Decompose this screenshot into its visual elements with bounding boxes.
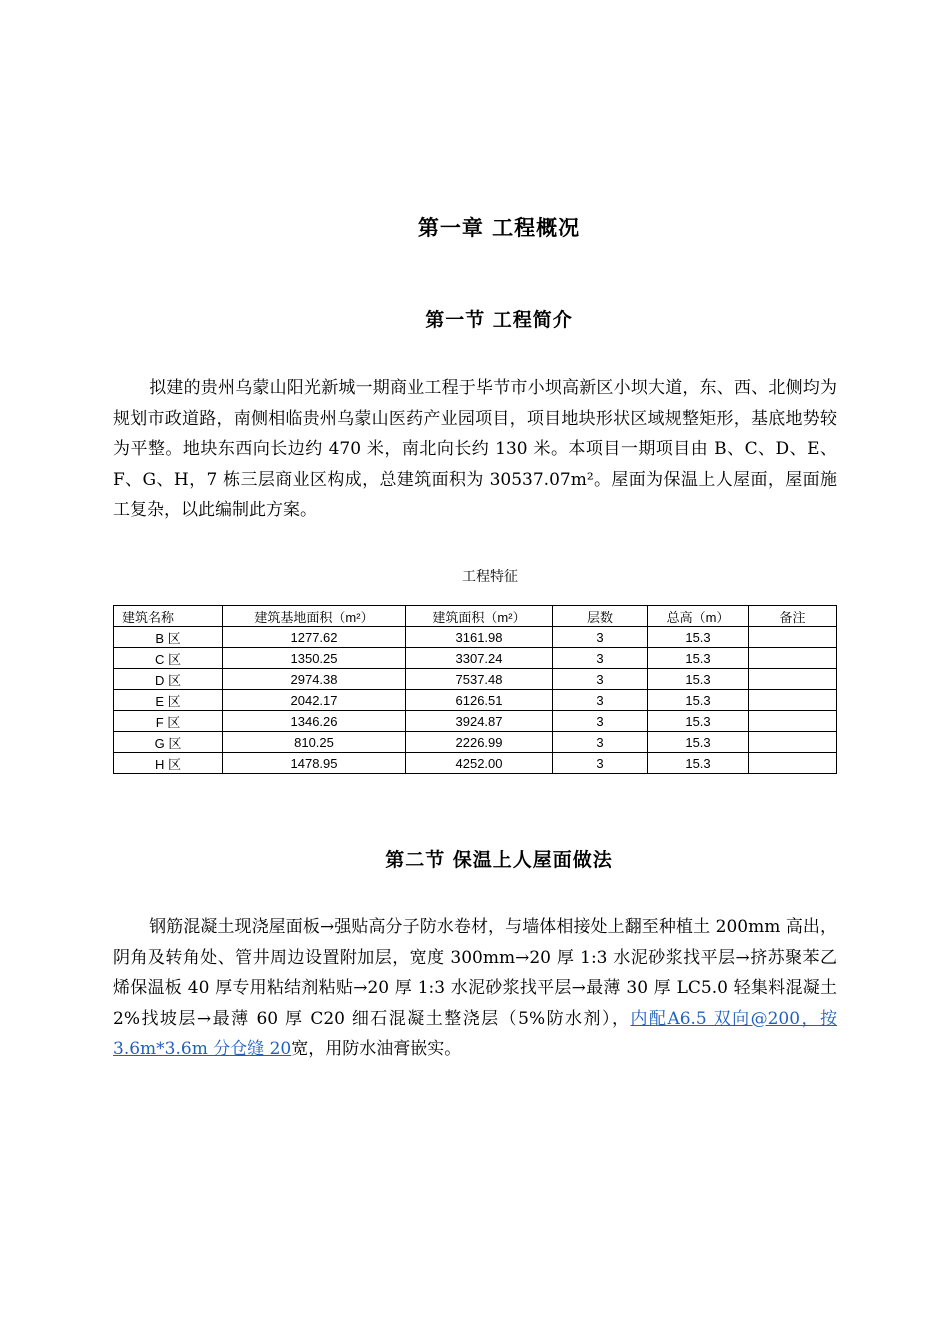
table-cell: 2226.99 [406,732,553,753]
table-row [114,753,837,774]
table-cell [749,627,837,648]
table-cell: 1350.25 [223,648,406,669]
features-table [113,605,837,774]
roof-paragraph-text: 钢筋混凝土现浇屋面板→强贴高分子防水卷材，与墙体相接处上翻至种植土 200mm 高出，阴角及转角处、管井周边设置附加层，宽度 300mm→20 厚 1:3 水泥砂浆找平层→挤苏聚苯乙烯保温板 40 厚专用粘结剂粘贴→20 厚 1:3 水泥砂浆找平层→最薄 30 厚 LC5.0 轻集料混凝土 2%找坡层→最薄 60 厚 C20 细石混凝土整浇层（5%防水剂）， [113,917,837,1029]
table-cell [749,753,837,774]
table-cell [749,690,837,711]
table-cell: 3 [553,669,648,690]
table-cell: 15.3 [648,711,749,732]
table-cell: 4252.00 [406,753,553,774]
table-cell: 1478.95 [223,753,406,774]
table-row [114,711,837,732]
table-cell: 3307.24 [406,648,553,669]
table-cell: 3 [553,627,648,648]
intro-paragraph [113,373,837,526]
table-row [114,732,837,753]
table-row [114,627,837,648]
table-cell: 15.3 [648,732,749,753]
table-cell: 2042.17 [223,690,406,711]
table-cell: 3161.98 [406,627,553,648]
table-cell: 15.3 [648,648,749,669]
table-cell: E 区 [114,690,223,711]
table-cell: 3 [553,732,648,753]
table-header-cell: 建筑名称 [114,606,223,627]
table-cell: 6126.51 [406,690,553,711]
table-cell: 15.3 [648,669,749,690]
table-header-cell: 层数 [553,606,648,627]
intro-paragraph-text: 拟建的贵州乌蒙山阳光新城一期商业工程于毕节市小坝高新区小坝大道，东、西、北侧均为规划市政道路，南侧相临贵州乌蒙山医药产业园项目，项目地块形状区域规整矩形，基底地势较为平整。地块东西向长边约 470 米，南北向长约 130 米。本项目一期项目由 B、C、D、E、F、G、H，7 栋三层商业区构成，总建筑面积为 30537.07m²。屋面为保温上人屋面，屋面施工复杂，以此编制此方案。 [113,378,837,520]
table-cell: D 区 [114,669,223,690]
table-cell: C 区 [114,648,223,669]
table-cell: 810.25 [223,732,406,753]
table-cell: 3 [553,648,648,669]
roof-paragraph [113,912,837,1065]
table-header-row [114,606,837,627]
table-cell [749,648,837,669]
table-cell: 2974.38 [223,669,406,690]
chapter-title: 第一章 工程概况 [417,216,581,240]
table-header-cell: 建筑面积（m²） [406,606,553,627]
table-cell: H 区 [114,753,223,774]
table-cell: 3 [553,753,648,774]
table-cell: B 区 [114,627,223,648]
table-cell [749,711,837,732]
table-cell: 1346.26 [223,711,406,732]
table-header-cell: 建筑基地面积（m²） [223,606,406,627]
table-cell: 3924.87 [406,711,553,732]
table-cell: F 区 [114,711,223,732]
table-row [114,669,837,690]
table-caption: 工程特征 [462,569,518,585]
table-header-cell: 总高（m） [648,606,749,627]
table-cell [749,732,837,753]
section-title-roof: 第二节 保温上人屋面做法 [385,849,613,871]
table-cell: 15.3 [648,753,749,774]
roof-paragraph-end: 宽，用防水油膏嵌实。 [291,1039,462,1059]
table-cell: 15.3 [648,690,749,711]
table-cell: 1277.62 [223,627,406,648]
table-cell: G 区 [114,732,223,753]
table-header-cell: 备注 [749,606,837,627]
table-row [114,690,837,711]
table-cell: 15.3 [648,627,749,648]
table-row [114,648,837,669]
table-cell: 3 [553,711,648,732]
table-cell [749,669,837,690]
section-title-intro: 第一节 工程简介 [425,309,573,331]
roof-paragraph-link[interactable]: 内配A6.5 双向@200，按 3.6m*3.6m 分仓缝 20 [113,1008,837,1059]
table-cell: 7537.48 [406,669,553,690]
table-cell: 3 [553,690,648,711]
